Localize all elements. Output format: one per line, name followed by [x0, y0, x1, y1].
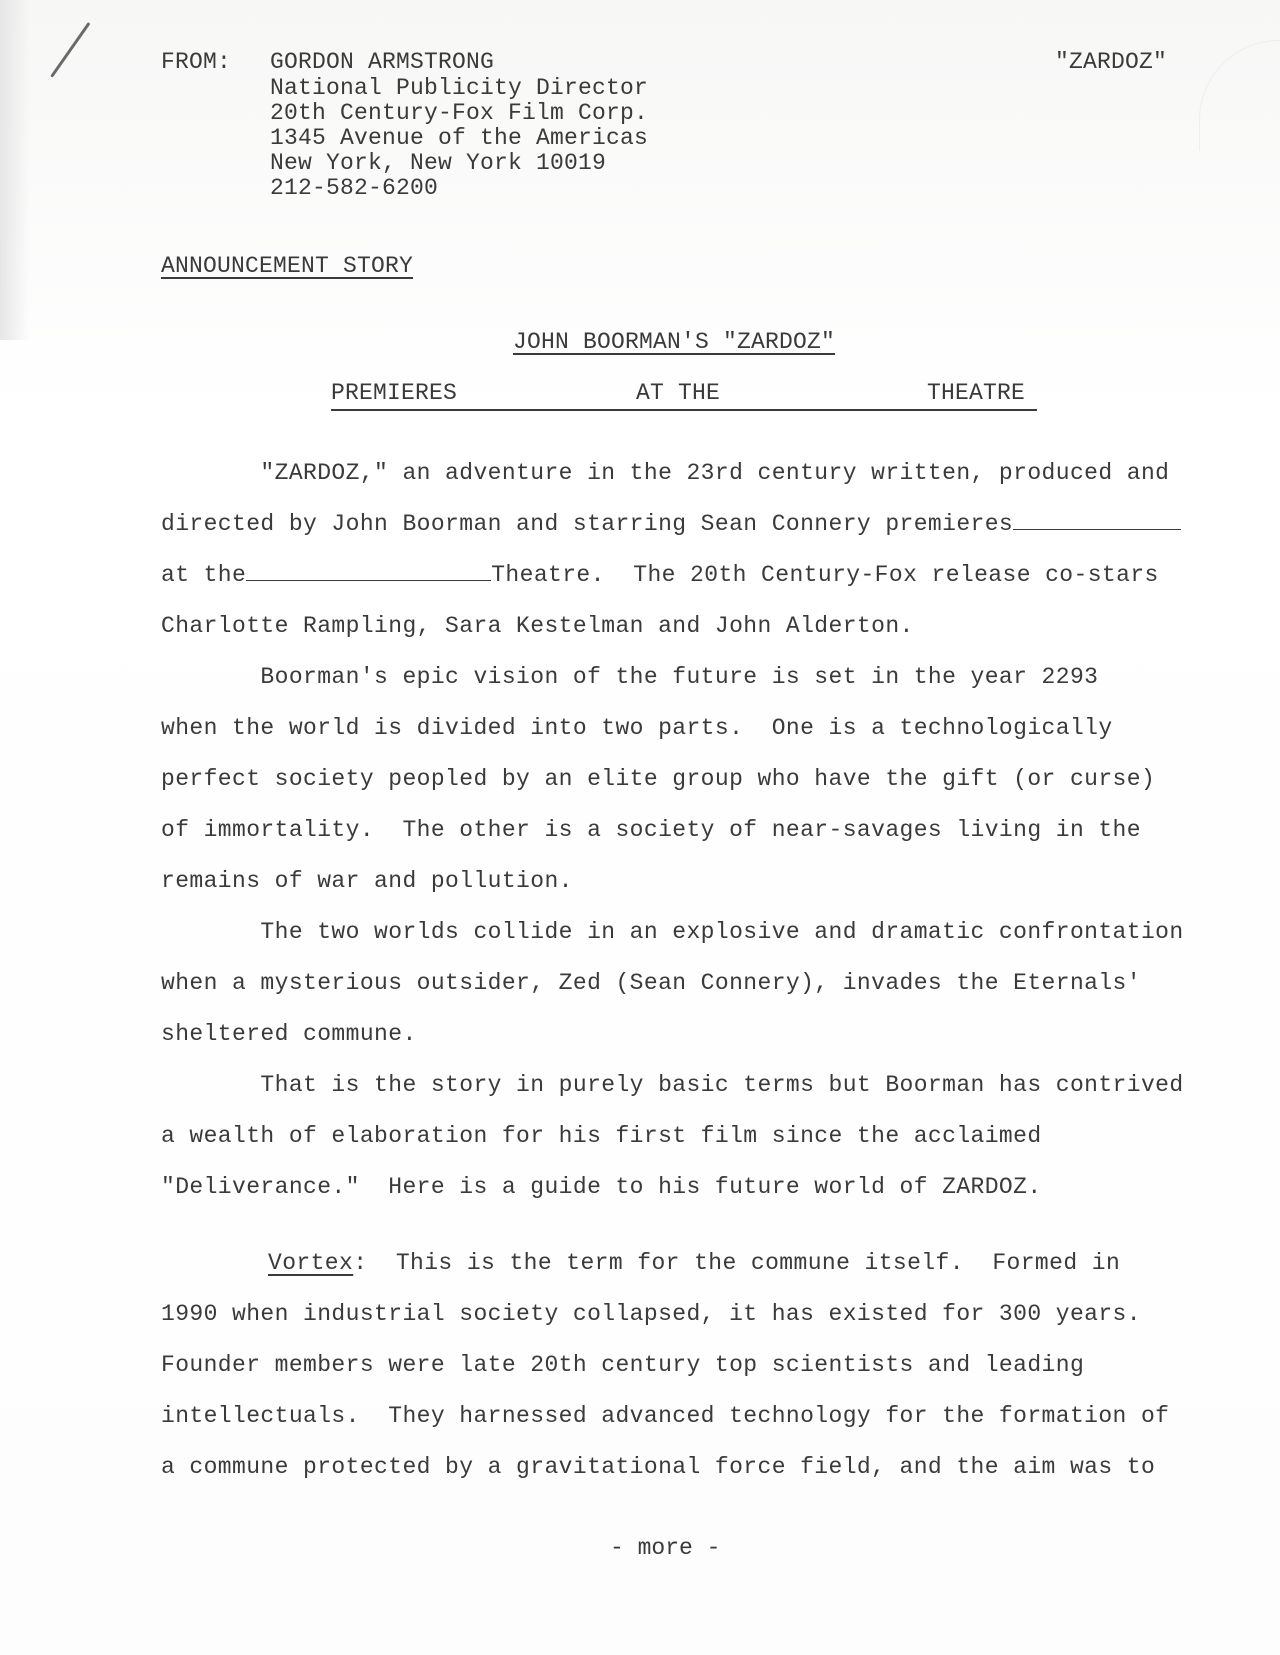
p3-line3: sheltered commune. — [161, 1021, 417, 1047]
sender-title: National Publicity Director — [270, 75, 649, 101]
p1-line3-rest: Theatre. The 20th Century-Fox release co-stars — [491, 562, 1159, 588]
p5-line3: Founder members were late 20th century top scientists and leading — [161, 1352, 1085, 1378]
page-corner-mark — [1199, 40, 1280, 151]
p1-line4: Charlotte Rampling, Sara Kestelman and John Alderton. — [161, 613, 914, 639]
p5-line1 — [268, 1250, 1120, 1276]
p2-line5: remains of war and pollution. — [161, 868, 573, 894]
vortex-term: Vortex — [268, 1250, 354, 1276]
p5-line1-rest: : This is the term for the commune itself. Formed in — [353, 1250, 1121, 1276]
headline-theatre: THEATRE — [927, 380, 1026, 406]
p4-line3: "Deliverance." Here is a guide to his future world of ZARDOZ. — [161, 1174, 1042, 1200]
p2-line1: Boorman's epic vision of the future is set in the year 2293 — [161, 664, 1099, 690]
p1-line2 — [161, 511, 1181, 537]
sender-phone: 212-582-6200 — [270, 175, 439, 201]
sender-name: GORDON ARMSTRONG — [270, 49, 495, 75]
p1-line1: "ZARDOZ," an adventure in the 23rd century written, produced and — [161, 460, 1170, 486]
headline-line1: JOHN BOORMAN'S "ZARDOZ" — [513, 329, 836, 355]
from-label: FROM: — [161, 49, 232, 75]
date-blank-field — [1013, 511, 1181, 530]
p3-line2: when a mysterious outsider, Zed (Sean Connery), invades the Eternals' — [161, 970, 1141, 996]
sender-company: 20th Century-Fox Film Corp. — [270, 100, 649, 126]
p1-line3 — [161, 562, 1159, 588]
p3-line1: The two worlds collide in an explosive and dramatic confrontation — [161, 919, 1184, 945]
p4-line1: That is the story in purely basic terms but Boorman has contrived — [161, 1072, 1184, 1098]
pen-mark-icon — [50, 22, 90, 78]
headline-underline — [331, 409, 1037, 411]
section-label: ANNOUNCEMENT STORY — [161, 253, 414, 279]
p2-line2: when the world is divided into two parts. One is a technologically — [161, 715, 1113, 741]
p5-line5: a commune protected by a gravitational force field, and the aim was to — [161, 1454, 1156, 1480]
p1-line2-text: directed by John Boorman and starring Sean Connery premieres — [161, 511, 1014, 537]
p2-line4: of immortality. The other is a society of near-savages living in the — [161, 817, 1141, 843]
more-footer: - more - — [610, 1535, 721, 1561]
page-fold-shadow — [0, 0, 30, 340]
p1-line3-text: at the — [161, 562, 247, 588]
p5-line4: intellectuals. They harnessed advanced technology for the formation of — [161, 1403, 1170, 1429]
headline-at-the: AT THE — [636, 380, 721, 406]
sender-street: 1345 Avenue of the Americas — [270, 125, 649, 151]
headline-premieres: PREMIERES — [331, 380, 458, 406]
p2-line3: perfect society peopled by an elite group who have the gift (or curse) — [161, 766, 1156, 792]
p4-line2: a wealth of elaboration for his first film since the acclaimed — [161, 1123, 1042, 1149]
sender-city: New York, New York 10019 — [270, 150, 607, 176]
p5-line2: 1990 when industrial society collapsed, it has existed for 300 years. — [161, 1301, 1141, 1327]
film-title: "ZARDOZ" — [1055, 49, 1168, 75]
theatre-blank-field — [246, 562, 491, 581]
